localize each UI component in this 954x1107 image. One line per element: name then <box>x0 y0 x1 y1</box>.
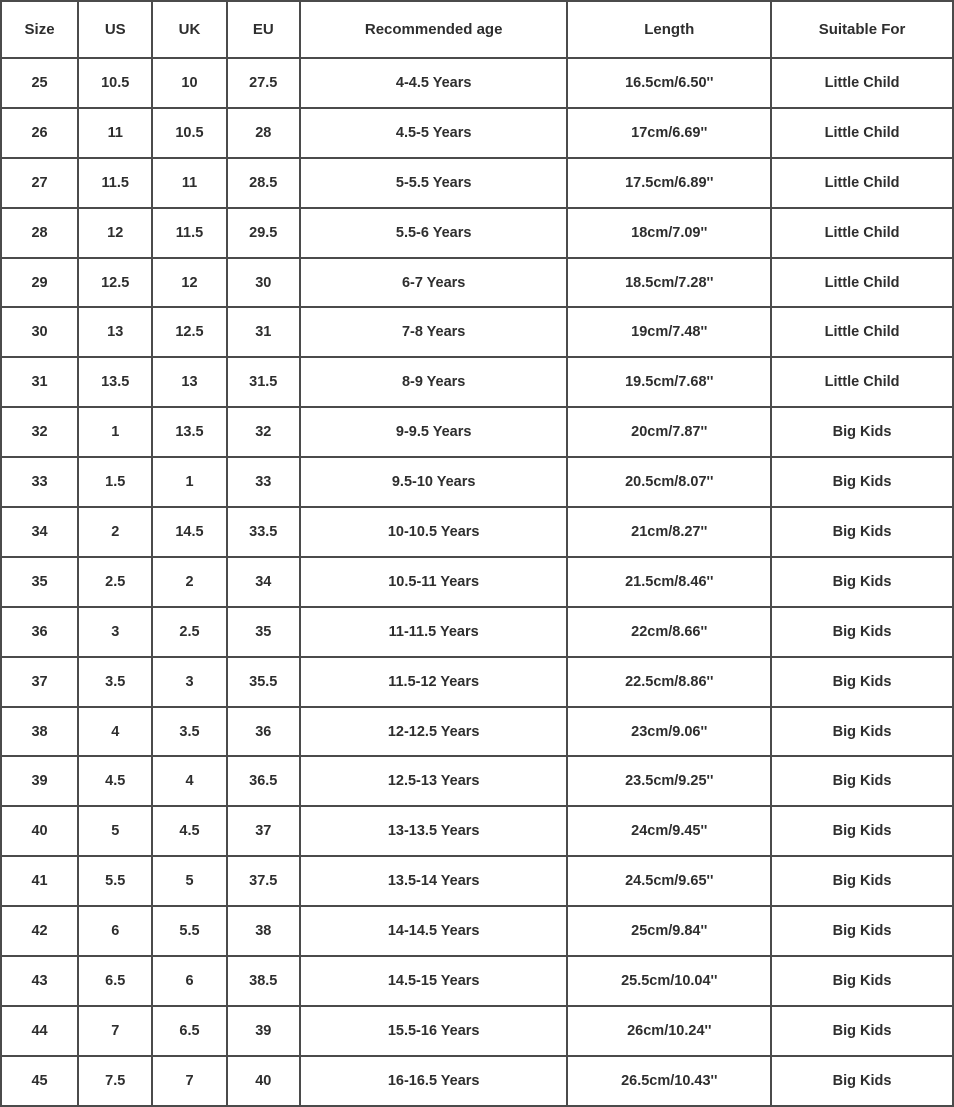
cell-us: 6.5 <box>78 956 152 1006</box>
cell-age: 9.5-10 Years <box>300 457 568 507</box>
cell-us: 1 <box>78 407 152 457</box>
cell-size: 32 <box>1 407 78 457</box>
cell-size: 30 <box>1 307 78 357</box>
table-body <box>1 58 953 1106</box>
table-row <box>1 1006 953 1056</box>
table-row <box>1 407 953 457</box>
cell-us: 4 <box>78 707 152 757</box>
cell-eu: 37.5 <box>227 856 300 906</box>
cell-age: 13-13.5 Years <box>300 806 568 856</box>
cell-length: 20cm/7.87'' <box>567 407 771 457</box>
table-row <box>1 607 953 657</box>
cell-length: 22.5cm/8.86'' <box>567 657 771 707</box>
cell-eu: 33.5 <box>227 507 300 557</box>
cell-eu: 28.5 <box>227 158 300 208</box>
cell-suitable: Little Child <box>771 158 953 208</box>
table-row <box>1 657 953 707</box>
cell-length: 18.5cm/7.28'' <box>567 258 771 308</box>
cell-us: 4.5 <box>78 756 152 806</box>
cell-size: 29 <box>1 258 78 308</box>
cell-suitable: Big Kids <box>771 856 953 906</box>
cell-eu: 29.5 <box>227 208 300 258</box>
table-row <box>1 108 953 158</box>
cell-eu: 31.5 <box>227 357 300 407</box>
cell-eu: 36.5 <box>227 756 300 806</box>
cell-uk: 4 <box>152 756 226 806</box>
cell-size: 35 <box>1 557 78 607</box>
cell-suitable: Big Kids <box>771 557 953 607</box>
cell-eu: 37 <box>227 806 300 856</box>
cell-size: 26 <box>1 108 78 158</box>
cell-us: 10.5 <box>78 58 152 108</box>
cell-size: 37 <box>1 657 78 707</box>
cell-suitable: Big Kids <box>771 707 953 757</box>
cell-uk: 14.5 <box>152 507 226 557</box>
cell-size: 34 <box>1 507 78 557</box>
cell-age: 15.5-16 Years <box>300 1006 568 1056</box>
cell-eu: 27.5 <box>227 58 300 108</box>
cell-length: 23cm/9.06'' <box>567 707 771 757</box>
table-row <box>1 158 953 208</box>
cell-eu: 30 <box>227 258 300 308</box>
cell-uk: 5 <box>152 856 226 906</box>
cell-length: 24.5cm/9.65'' <box>567 856 771 906</box>
cell-eu: 28 <box>227 108 300 158</box>
cell-age: 4-4.5 Years <box>300 58 568 108</box>
cell-suitable: Big Kids <box>771 906 953 956</box>
cell-us: 3.5 <box>78 657 152 707</box>
cell-us: 3 <box>78 607 152 657</box>
cell-eu: 31 <box>227 307 300 357</box>
cell-suitable: Little Child <box>771 258 953 308</box>
table-row <box>1 1056 953 1106</box>
table-row <box>1 58 953 108</box>
cell-uk: 10 <box>152 58 226 108</box>
cell-size: 27 <box>1 158 78 208</box>
cell-age: 13.5-14 Years <box>300 856 568 906</box>
cell-eu: 40 <box>227 1056 300 1106</box>
cell-us: 11.5 <box>78 158 152 208</box>
cell-suitable: Little Child <box>771 208 953 258</box>
cell-length: 16.5cm/6.50'' <box>567 58 771 108</box>
header-cell-suitable: Suitable For <box>771 1 953 58</box>
cell-uk: 13 <box>152 357 226 407</box>
cell-age: 11.5-12 Years <box>300 657 568 707</box>
cell-us: 2.5 <box>78 557 152 607</box>
cell-us: 13 <box>78 307 152 357</box>
table-row <box>1 307 953 357</box>
cell-suitable: Big Kids <box>771 956 953 1006</box>
cell-size: 45 <box>1 1056 78 1106</box>
cell-uk: 7 <box>152 1056 226 1106</box>
cell-age: 8-9 Years <box>300 357 568 407</box>
table-row <box>1 258 953 308</box>
cell-length: 18cm/7.09'' <box>567 208 771 258</box>
cell-size: 41 <box>1 856 78 906</box>
cell-uk: 2 <box>152 557 226 607</box>
cell-uk: 6.5 <box>152 1006 226 1056</box>
cell-size: 43 <box>1 956 78 1006</box>
cell-length: 26cm/10.24'' <box>567 1006 771 1056</box>
table-row <box>1 357 953 407</box>
table-header <box>1 1 953 58</box>
cell-age: 16-16.5 Years <box>300 1056 568 1106</box>
cell-us: 1.5 <box>78 457 152 507</box>
cell-uk: 2.5 <box>152 607 226 657</box>
cell-size: 38 <box>1 707 78 757</box>
table-row <box>1 507 953 557</box>
header-cell-size: Size <box>1 1 78 58</box>
cell-size: 25 <box>1 58 78 108</box>
cell-size: 39 <box>1 756 78 806</box>
cell-length: 25.5cm/10.04'' <box>567 956 771 1006</box>
cell-size: 31 <box>1 357 78 407</box>
cell-eu: 38.5 <box>227 956 300 1006</box>
cell-uk: 12.5 <box>152 307 226 357</box>
cell-uk: 3 <box>152 657 226 707</box>
cell-eu: 35.5 <box>227 657 300 707</box>
cell-eu: 39 <box>227 1006 300 1056</box>
cell-age: 10-10.5 Years <box>300 507 568 557</box>
table-row <box>1 906 953 956</box>
cell-length: 21cm/8.27'' <box>567 507 771 557</box>
cell-us: 5 <box>78 806 152 856</box>
table-row <box>1 707 953 757</box>
cell-uk: 13.5 <box>152 407 226 457</box>
cell-uk: 12 <box>152 258 226 308</box>
cell-age: 14.5-15 Years <box>300 956 568 1006</box>
cell-suitable: Little Child <box>771 58 953 108</box>
cell-us: 11 <box>78 108 152 158</box>
cell-length: 17cm/6.69'' <box>567 108 771 158</box>
cell-us: 5.5 <box>78 856 152 906</box>
cell-us: 13.5 <box>78 357 152 407</box>
cell-suitable: Big Kids <box>771 1006 953 1056</box>
cell-suitable: Little Child <box>771 357 953 407</box>
cell-length: 23.5cm/9.25'' <box>567 756 771 806</box>
cell-size: 36 <box>1 607 78 657</box>
table-row <box>1 457 953 507</box>
cell-suitable: Little Child <box>771 108 953 158</box>
cell-eu: 36 <box>227 707 300 757</box>
cell-eu: 35 <box>227 607 300 657</box>
cell-uk: 1 <box>152 457 226 507</box>
cell-length: 21.5cm/8.46'' <box>567 557 771 607</box>
table-row <box>1 756 953 806</box>
cell-length: 26.5cm/10.43'' <box>567 1056 771 1106</box>
cell-age: 4.5-5 Years <box>300 108 568 158</box>
cell-us: 12.5 <box>78 258 152 308</box>
cell-age: 6-7 Years <box>300 258 568 308</box>
cell-suitable: Big Kids <box>771 607 953 657</box>
cell-uk: 4.5 <box>152 806 226 856</box>
cell-age: 12.5-13 Years <box>300 756 568 806</box>
cell-suitable: Big Kids <box>771 657 953 707</box>
cell-eu: 34 <box>227 557 300 607</box>
table-row <box>1 956 953 1006</box>
cell-length: 20.5cm/8.07'' <box>567 457 771 507</box>
cell-suitable: Big Kids <box>771 507 953 557</box>
cell-length: 24cm/9.45'' <box>567 806 771 856</box>
header-cell-us: US <box>78 1 152 58</box>
header-cell-age: Recommended age <box>300 1 568 58</box>
cell-uk: 6 <box>152 956 226 1006</box>
cell-age: 7-8 Years <box>300 307 568 357</box>
cell-us: 6 <box>78 906 152 956</box>
cell-us: 7.5 <box>78 1056 152 1106</box>
cell-suitable: Little Child <box>771 307 953 357</box>
header-row <box>1 1 953 58</box>
table-row <box>1 806 953 856</box>
cell-age: 9-9.5 Years <box>300 407 568 457</box>
cell-age: 14-14.5 Years <box>300 906 568 956</box>
cell-size: 42 <box>1 906 78 956</box>
cell-length: 17.5cm/6.89'' <box>567 158 771 208</box>
cell-uk: 11 <box>152 158 226 208</box>
cell-length: 19cm/7.48'' <box>567 307 771 357</box>
cell-uk: 3.5 <box>152 707 226 757</box>
cell-age: 12-12.5 Years <box>300 707 568 757</box>
cell-size: 33 <box>1 457 78 507</box>
cell-age: 5-5.5 Years <box>300 158 568 208</box>
cell-uk: 5.5 <box>152 906 226 956</box>
cell-age: 11-11.5 Years <box>300 607 568 657</box>
cell-us: 7 <box>78 1006 152 1056</box>
table-row <box>1 856 953 906</box>
table-row <box>1 557 953 607</box>
header-cell-eu: EU <box>227 1 300 58</box>
cell-suitable: Big Kids <box>771 756 953 806</box>
table-row <box>1 208 953 258</box>
cell-size: 44 <box>1 1006 78 1056</box>
header-cell-uk: UK <box>152 1 226 58</box>
cell-suitable: Big Kids <box>771 1056 953 1106</box>
cell-length: 25cm/9.84'' <box>567 906 771 956</box>
cell-eu: 32 <box>227 407 300 457</box>
cell-age: 5.5-6 Years <box>300 208 568 258</box>
cell-length: 22cm/8.66'' <box>567 607 771 657</box>
cell-uk: 11.5 <box>152 208 226 258</box>
cell-eu: 33 <box>227 457 300 507</box>
cell-us: 2 <box>78 507 152 557</box>
cell-size: 28 <box>1 208 78 258</box>
cell-suitable: Big Kids <box>771 457 953 507</box>
cell-age: 10.5-11 Years <box>300 557 568 607</box>
cell-eu: 38 <box>227 906 300 956</box>
cell-length: 19.5cm/7.68'' <box>567 357 771 407</box>
cell-suitable: Big Kids <box>771 407 953 457</box>
cell-size: 40 <box>1 806 78 856</box>
cell-uk: 10.5 <box>152 108 226 158</box>
header-cell-length: Length <box>567 1 771 58</box>
cell-suitable: Big Kids <box>771 806 953 856</box>
cell-us: 12 <box>78 208 152 258</box>
